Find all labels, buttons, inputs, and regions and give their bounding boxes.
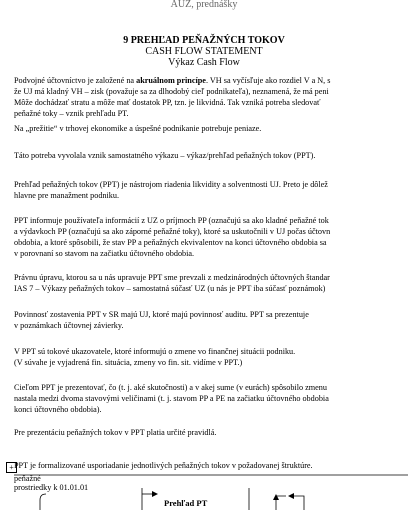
paragraph-line: Cieľom PPT je prezentovať, čo (t. j. aké skutočnosti) a v akej sume (v eurách) spôsobilo zmenu: [14, 383, 327, 392]
paragraph-line: Prehľad peňažných tokov (PPT) je nástrojom riadenia likvidity a solventnosti UJ. Preto je dôlež: [14, 180, 328, 189]
chapter-subtitle-english: CASH FLOW STATEMENT: [145, 46, 263, 57]
paragraph-line: nastala medzi dvoma stavovými veličinami (t. j. stavom PP a PE na začiatku účtovného obdobia: [14, 394, 329, 403]
paragraph-line: v poznámkach účtovnej závierky.: [14, 321, 124, 330]
paragraph-line: Môže dochádzať stratu a môže mať dostatok PP, tzn. je likvidná. Tak vzniká potreba sledovať: [14, 98, 321, 107]
paragraph-line: peňažné toky – vznik prehľadu PT.: [14, 109, 129, 118]
paragraph-line: IAS 7 – Výkazy peňažných tokov – samostatná súčasť UZ (u nás je PPT iba súčasť poznámok): [14, 284, 326, 293]
diagram-center-title: Prehľad PT: [164, 498, 208, 508]
paragraph-line: a výdavkoch PP (označujú sa ako záporné peňažné toky), ktoré sa uskutočnili v UJ počas účtovn: [14, 227, 331, 236]
paragraph: [14, 179, 408, 201]
chapter-subtitle-slovak: Výkaz Cash Flow: [168, 57, 240, 68]
paragraph: [14, 123, 408, 134]
paragraph: [14, 427, 408, 438]
paragraph-line: hlavne pre manažment podniku.: [14, 191, 120, 200]
paragraph-line: V PPT sú tokové ukazovatele, ktoré informujú o zmene vo finančnej situácii podniku.: [14, 347, 296, 356]
cash-flow-diagram: [14, 474, 408, 510]
diagram-lines: [14, 474, 408, 510]
paragraph-line: Na „prežitie“ v trhovej ekonomike a úspešné podnikanie potrebuje peniaze.: [14, 124, 262, 133]
paragraph-line: konci účtovného obdobia).: [14, 405, 102, 414]
paragraph-line: obdobia, a ktoré spôsobili, že stav PP a peňažných ekvivalentov na konci účtovného obdobia sa: [14, 238, 327, 247]
paragraph: [14, 382, 408, 415]
page-header: AUZ, prednášky: [170, 0, 238, 10]
paragraph-line: Právnu úpravu, ktorou sa u nás upravuje PPT sme prevzali z medzinárodných účtovných štandar: [14, 273, 330, 282]
paragraph-line: PPT je formalizované usporiadanie jednotlivých peňažných tokov v požadovanej štruktúre.: [14, 461, 313, 470]
chapter-title: 9 PREHĽAD PEŇAŽNÝCH TOKOV: [123, 35, 285, 46]
paragraph: [14, 75, 408, 119]
paragraph: [14, 272, 408, 294]
diagram-label-line1: peňažné: [14, 474, 41, 483]
paragraph-line: Táto potreba vyvolala vznik samostatného výkazu – výkaz/prehľad peňažných tokov (PPT).: [14, 151, 316, 160]
paragraph-line: Pre prezentáciu peňažných tokov v PPT platia určité pravidlá.: [14, 428, 217, 437]
diagram-label-line2: prostriedky k 01.01.01: [14, 483, 89, 492]
paragraph: [14, 150, 408, 161]
table-move-handle-icon[interactable]: +: [6, 462, 17, 473]
paragraph: [14, 215, 408, 259]
paragraph-line: (V súvahe je vyjadrená fin. situácia, zmeny vo fin. sit. vidíme v PPT.): [14, 358, 243, 367]
paragraph: [14, 460, 408, 471]
paragraph-line: že UJ má kladný VH – zisk (považuje sa za dlhodobý cieľ podnikateľa), neznamená, že má peni: [14, 87, 329, 96]
paragraph-line: PPT informuje používateľa informácií z UZ o príjmoch PP (označujú sa ako kladné peňažné tok: [14, 216, 329, 225]
paragraph: [14, 309, 408, 331]
paragraph-line: Podvojné účtovníctvo je založené na akruálnom princípe. VH sa vyčísľuje ako rozdiel V a N, s: [14, 76, 331, 85]
paragraph: [14, 346, 408, 368]
paragraph-line: v porovnaní so stavom na začiatku účtovného obdobia.: [14, 249, 195, 258]
paragraph-line: Povinnosť zostavenia PPT v SR majú UJ, ktoré majú povinnosť auditu. PPT sa prezentuje: [14, 310, 309, 319]
